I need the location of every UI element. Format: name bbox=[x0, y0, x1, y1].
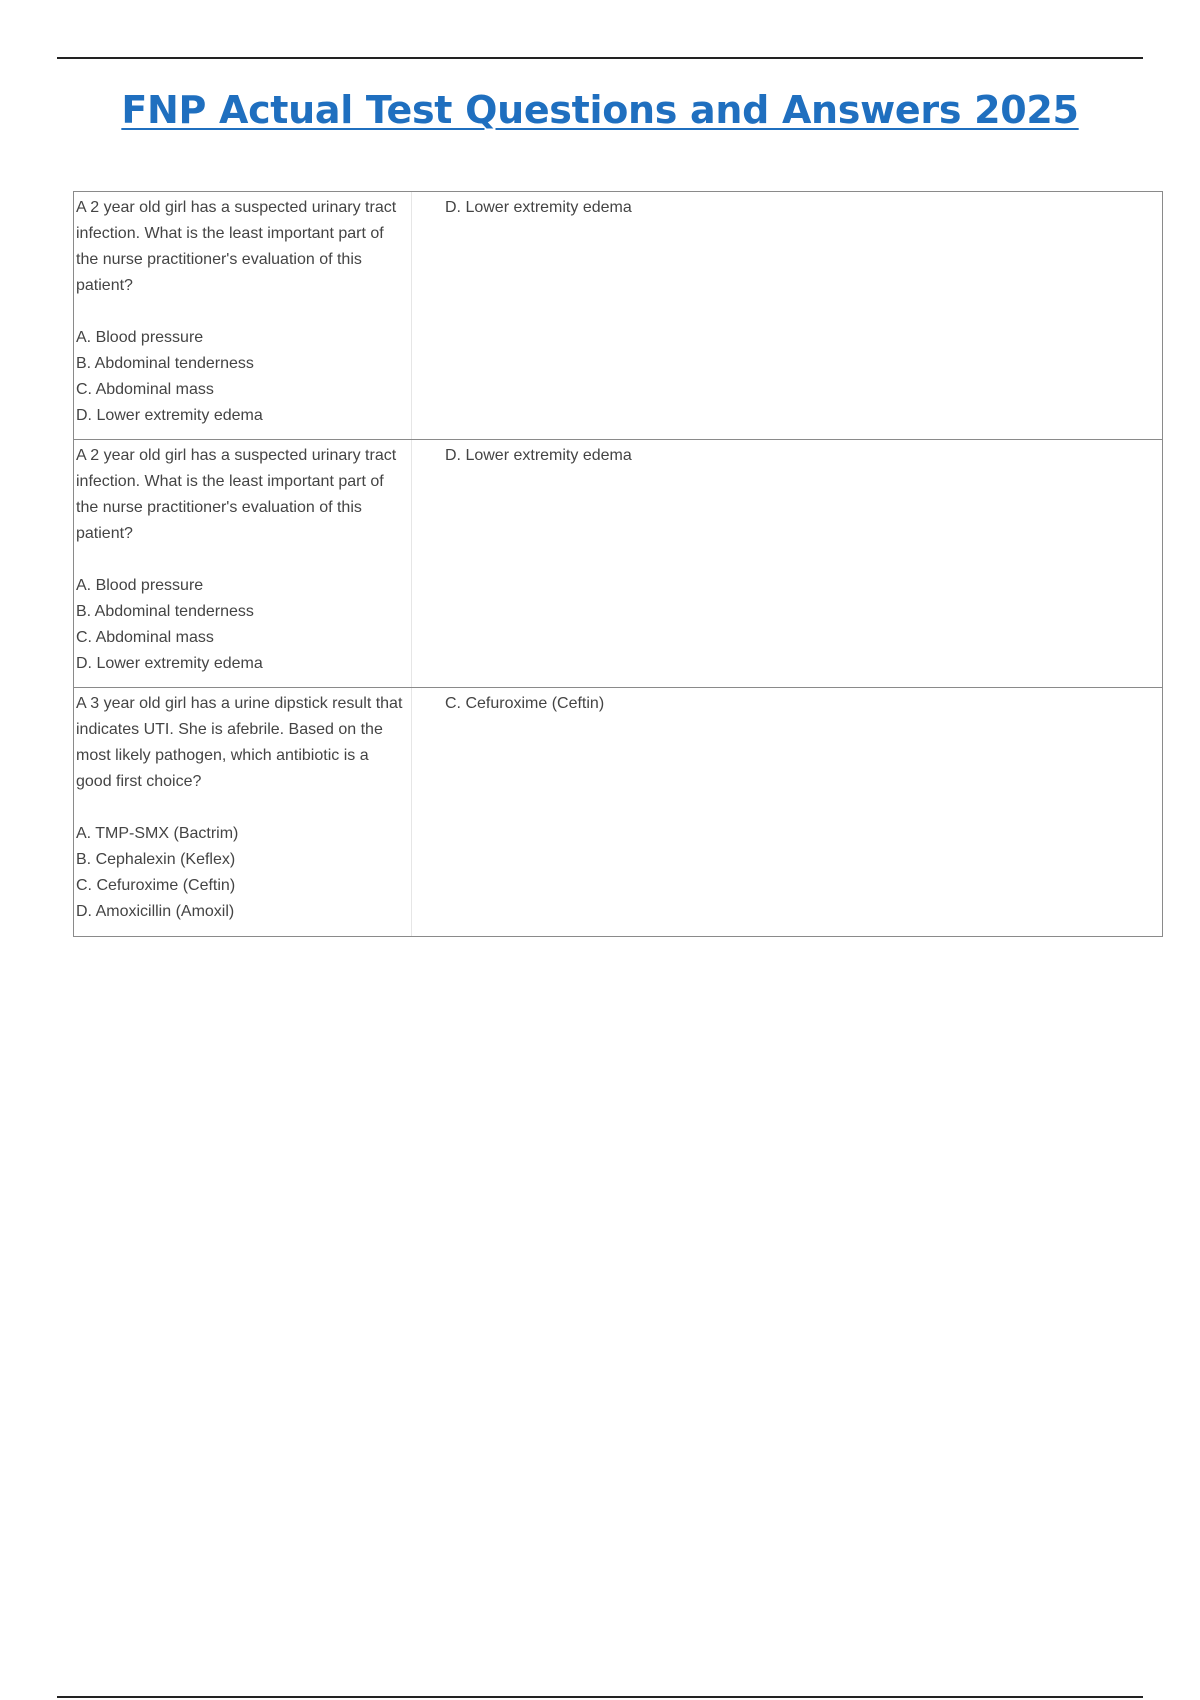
qa-row bbox=[74, 440, 1162, 688]
question-stem: A 2 year old girl has a suspected urinary tract infection. What is the least important part of the nurse practitioner's evaluation of this patient? bbox=[76, 199, 397, 294]
qa-row bbox=[74, 192, 1162, 440]
answer-option: A. Blood pressure bbox=[76, 329, 204, 346]
answer-cell: D. Lower extremity edema bbox=[445, 199, 632, 216]
qa-row bbox=[74, 688, 1162, 936]
answer-option: A. TMP-SMX (Bactrim) bbox=[76, 825, 239, 842]
document-title bbox=[0, 88, 1200, 132]
answer-cell: C. Cefuroxime (Ceftin) bbox=[445, 695, 605, 712]
question-cell bbox=[74, 688, 412, 936]
answer-option: B. Abdominal tenderness bbox=[76, 603, 254, 620]
answer-option: A. Blood pressure bbox=[76, 577, 204, 594]
footer-rule bbox=[57, 1696, 1143, 1698]
header-rule bbox=[57, 57, 1143, 59]
answer-option: C. Abdominal mass bbox=[76, 381, 214, 398]
answer-option: D. Amoxicillin (Amoxil) bbox=[76, 903, 235, 920]
answer-option: B. Cephalexin (Keflex) bbox=[76, 851, 236, 868]
question-cell bbox=[74, 192, 412, 439]
question-cell bbox=[74, 440, 412, 687]
question-stem: A 2 year old girl has a suspected urinary tract infection. What is the least important part of the nurse practitioner's evaluation of this patient? bbox=[76, 447, 397, 542]
document-title-text: FNP Actual Test Questions and Answers 2025 bbox=[121, 88, 1079, 132]
qa-table bbox=[73, 191, 1163, 937]
answer-option: D. Lower extremity edema bbox=[76, 655, 263, 672]
answer-option: C. Cefuroxime (Ceftin) bbox=[76, 877, 236, 894]
answer-option: B. Abdominal tenderness bbox=[76, 355, 254, 372]
answer-option: C. Abdominal mass bbox=[76, 629, 214, 646]
answer-option: D. Lower extremity edema bbox=[76, 407, 263, 424]
question-stem: A 3 year old girl has a urine dipstick result that indicates UTI. She is afebrile. Based on the most likely pathogen, which antibiotic is a good first choice? bbox=[76, 695, 403, 790]
answer-cell: D. Lower extremity edema bbox=[445, 447, 632, 464]
